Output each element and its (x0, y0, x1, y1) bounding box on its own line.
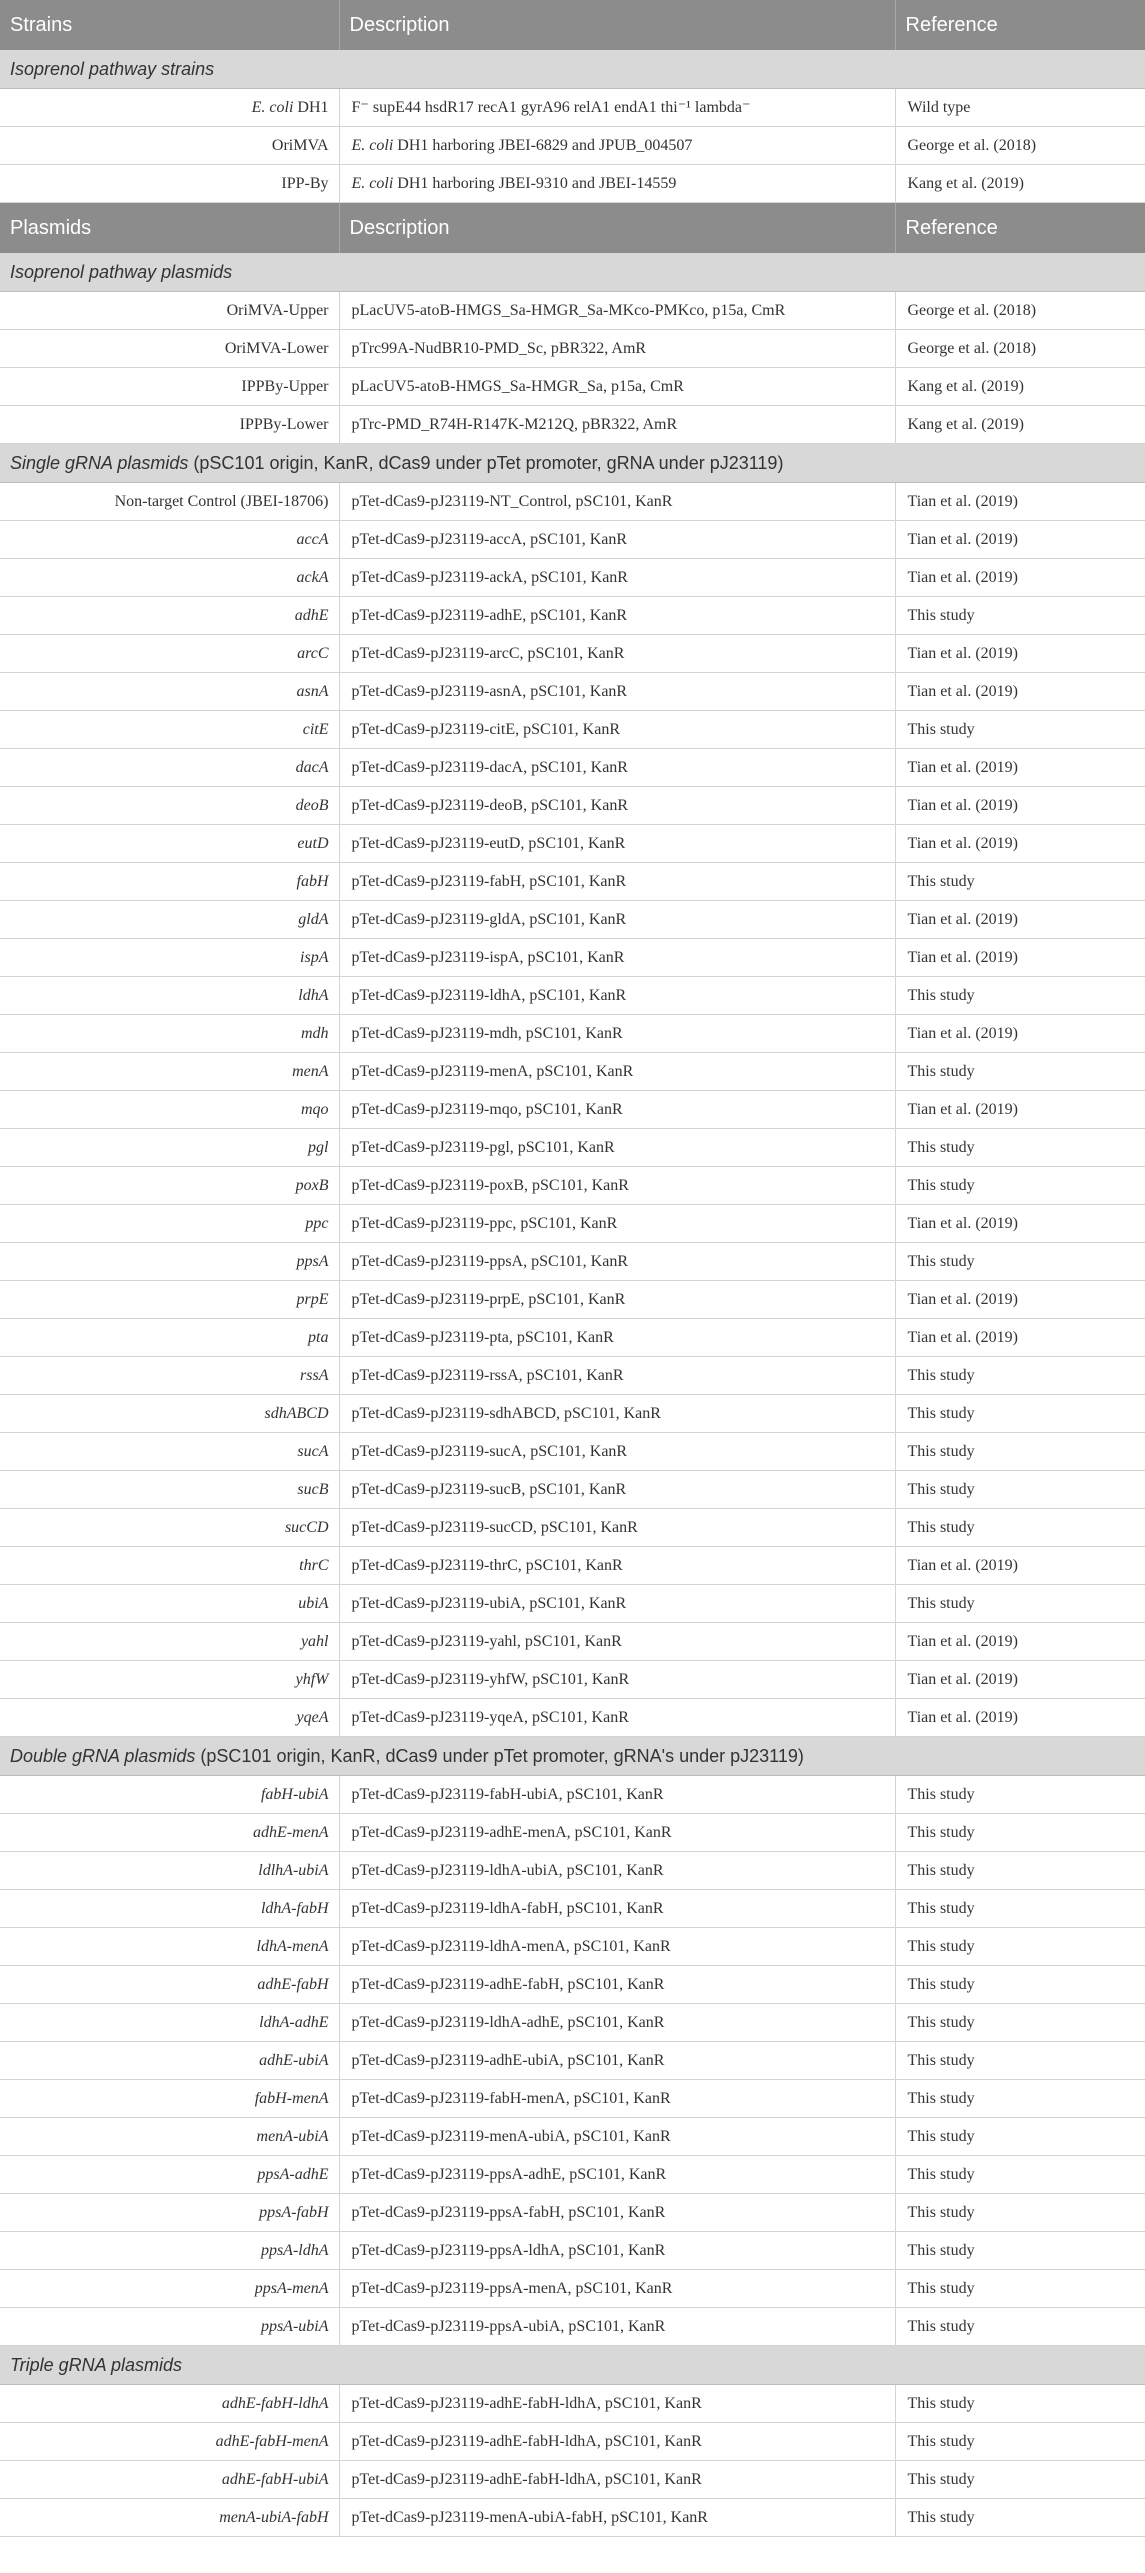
plasmid-description: pTet-dCas9-pJ23119-accA, pSC101, KanR (339, 521, 895, 559)
plasmid-description: pTet-dCas9-pJ23119-rssA, pSC101, KanR (339, 1357, 895, 1395)
table-row (0, 1167, 1145, 1205)
plasmid-name: adhE-fabH-ldhA (0, 2385, 339, 2423)
table-row (0, 559, 1145, 597)
header-reference: Reference (895, 0, 1145, 50)
plasmid-name: sucCD (0, 1509, 339, 1547)
table-row (0, 787, 1145, 825)
plasmid-description: pTet-dCas9-pJ23119-NT_Control, pSC101, KanR (339, 483, 895, 521)
table-row (0, 2042, 1145, 2080)
plasmid-reference: Tian et al. (2019) (895, 635, 1145, 673)
plasmid-name: deoB (0, 787, 339, 825)
header-plasmids: Plasmids (0, 203, 339, 254)
plasmid-reference: This study (895, 1852, 1145, 1890)
plasmid-reference: This study (895, 1167, 1145, 1205)
plasmid-name: fabH-menA (0, 2080, 339, 2118)
plasmid-name: ppc (0, 1205, 339, 1243)
plasmid-name: adhE-ubiA (0, 2042, 339, 2080)
table-row (0, 1890, 1145, 1928)
plasmid-description: pTet-dCas9-pJ23119-pgl, pSC101, KanR (339, 1129, 895, 1167)
plasmid-name: adhE-fabH-menA (0, 2423, 339, 2461)
plasmid-description: pLacUV5-atoB-HMGS_Sa-HMGR_Sa, p15a, CmR (339, 368, 895, 406)
plasmid-reference: This study (895, 2385, 1145, 2423)
plasmid-name: ispA (0, 939, 339, 977)
table-row (0, 1053, 1145, 1091)
plasmid-reference: This study (895, 2423, 1145, 2461)
plasmid-reference: This study (895, 1509, 1145, 1547)
plasmid-description: pTet-dCas9-pJ23119-menA, pSC101, KanR (339, 1053, 895, 1091)
plasmid-reference: This study (895, 2156, 1145, 2194)
plasmid-name: rssA (0, 1357, 339, 1395)
plasmid-description: pTet-dCas9-pJ23119-fabH, pSC101, KanR (339, 863, 895, 901)
table-row (0, 1471, 1145, 1509)
plasmid-name: citE (0, 711, 339, 749)
section-row (0, 444, 1145, 483)
plasmid-description: pTet-dCas9-pJ23119-yqeA, pSC101, KanR (339, 1699, 895, 1737)
plasmid-reference: This study (895, 1471, 1145, 1509)
plasmid-name: menA-ubiA-fabH (0, 2499, 339, 2537)
plasmid-name: OriMVA-Upper (0, 292, 339, 330)
section-single-grna: Single gRNA plasmids (pSC101 origin, KanR, dCas9 under pTet promoter, gRNA under pJ23119) (0, 444, 1145, 483)
plasmid-reference: This study (895, 1890, 1145, 1928)
table-row (0, 1623, 1145, 1661)
plasmid-reference: Tian et al. (2019) (895, 559, 1145, 597)
plasmid-reference: Kang et al. (2019) (895, 406, 1145, 444)
plasmid-name: ppsA-menA (0, 2270, 339, 2308)
plasmid-description: pTet-dCas9-pJ23119-ldhA-ubiA, pSC101, KanR (339, 1852, 895, 1890)
section-isoprenol-strains: Isoprenol pathway strains (0, 50, 1145, 89)
plasmid-reference: Tian et al. (2019) (895, 1281, 1145, 1319)
table-row (0, 89, 1145, 127)
plasmid-name: fabH-ubiA (0, 1776, 339, 1814)
plasmid-description: pTet-dCas9-pJ23119-dacA, pSC101, KanR (339, 749, 895, 787)
table-row (0, 1281, 1145, 1319)
plasmid-reference: This study (895, 1053, 1145, 1091)
plasmid-description: pTet-dCas9-pJ23119-sdhABCD, pSC101, KanR (339, 1395, 895, 1433)
plasmid-description: pLacUV5-atoB-HMGS_Sa-HMGR_Sa-MKco-PMKco, p15a, CmR (339, 292, 895, 330)
table-row (0, 2423, 1145, 2461)
plasmid-name: poxB (0, 1167, 339, 1205)
plasmid-name: dacA (0, 749, 339, 787)
plasmid-description: pTrc99A-NudBR10-PMD_Sc, pBR322, AmR (339, 330, 895, 368)
plasmid-name: sucA (0, 1433, 339, 1471)
table-row (0, 1966, 1145, 2004)
plasmid-reference: Kang et al. (2019) (895, 368, 1145, 406)
strain-name: OriMVA (0, 127, 339, 165)
table-row (0, 1395, 1145, 1433)
plasmid-description: pTet-dCas9-pJ23119-ppsA-menA, pSC101, KanR (339, 2270, 895, 2308)
plasmid-reference: This study (895, 2042, 1145, 2080)
table-row (0, 165, 1145, 203)
plasmid-description: pTet-dCas9-pJ23119-mqo, pSC101, KanR (339, 1091, 895, 1129)
plasmid-description: pTet-dCas9-pJ23119-thrC, pSC101, KanR (339, 1547, 895, 1585)
plasmid-reference: Tian et al. (2019) (895, 939, 1145, 977)
plasmid-name: sucB (0, 1471, 339, 1509)
table-row (0, 1585, 1145, 1623)
plasmid-name: Non-target Control (JBEI-18706) (0, 483, 339, 521)
table-row (0, 2080, 1145, 2118)
plasmid-description: pTet-dCas9-pJ23119-ispA, pSC101, KanR (339, 939, 895, 977)
table-row (0, 127, 1145, 165)
table-row (0, 2156, 1145, 2194)
section-triple-grna: Triple gRNA plasmids (0, 2346, 1145, 2385)
plasmid-name: menA-ubiA (0, 2118, 339, 2156)
plasmid-reference: Tian et al. (2019) (895, 1623, 1145, 1661)
plasmid-reference: This study (895, 1395, 1145, 1433)
plasmid-description: pTet-dCas9-pJ23119-asnA, pSC101, KanR (339, 673, 895, 711)
plasmid-reference: Tian et al. (2019) (895, 1091, 1145, 1129)
plasmid-name: mqo (0, 1091, 339, 1129)
plasmid-name: prpE (0, 1281, 339, 1319)
plasmid-reference: This study (895, 977, 1145, 1015)
table-row (0, 1852, 1145, 1890)
plasmid-description: pTet-dCas9-pJ23119-menA-ubiA, pSC101, KanR (339, 2118, 895, 2156)
plasmid-name: ackA (0, 559, 339, 597)
plasmid-description: pTet-dCas9-pJ23119-ubiA, pSC101, KanR (339, 1585, 895, 1623)
plasmid-reference: Tian et al. (2019) (895, 673, 1145, 711)
plasmid-name: gldA (0, 901, 339, 939)
plasmid-reference: Tian et al. (2019) (895, 901, 1145, 939)
table-row (0, 1699, 1145, 1737)
table-row (0, 1928, 1145, 1966)
plasmid-name: ppsA-adhE (0, 2156, 339, 2194)
table-row (0, 330, 1145, 368)
plasmid-description: pTet-dCas9-pJ23119-deoB, pSC101, KanR (339, 787, 895, 825)
strain-description: E. coli DH1 harboring JBEI-6829 and JPUB_004507 (339, 127, 895, 165)
plasmid-reference: This study (895, 2004, 1145, 2042)
plasmid-description: pTet-dCas9-pJ23119-citE, pSC101, KanR (339, 711, 895, 749)
plasmid-name: adhE-menA (0, 1814, 339, 1852)
plasmid-description: pTet-dCas9-pJ23119-mdh, pSC101, KanR (339, 1015, 895, 1053)
strains-header-row (0, 0, 1145, 50)
plasmid-name: ppsA-ubiA (0, 2308, 339, 2346)
plasmid-description: pTet-dCas9-pJ23119-ldhA-menA, pSC101, KanR (339, 1928, 895, 1966)
plasmid-name: yahl (0, 1623, 339, 1661)
plasmid-description: pTet-dCas9-pJ23119-adhE-fabH-ldhA, pSC101, KanR (339, 2423, 895, 2461)
plasmid-reference: Tian et al. (2019) (895, 749, 1145, 787)
plasmid-reference: This study (895, 2499, 1145, 2537)
table-row (0, 1357, 1145, 1395)
plasmid-reference: Tian et al. (2019) (895, 1319, 1145, 1357)
plasmid-description: pTet-dCas9-pJ23119-ldhA, pSC101, KanR (339, 977, 895, 1015)
table-row (0, 2194, 1145, 2232)
plasmid-reference: Tian et al. (2019) (895, 1547, 1145, 1585)
header-description: Description (339, 0, 895, 50)
plasmid-description: pTet-dCas9-pJ23119-fabH-ubiA, pSC101, KanR (339, 1776, 895, 1814)
table-row (0, 2270, 1145, 2308)
plasmid-description: pTet-dCas9-pJ23119-gldA, pSC101, KanR (339, 901, 895, 939)
plasmid-reference: Tian et al. (2019) (895, 1699, 1145, 1737)
plasmid-description: pTet-dCas9-pJ23119-pta, pSC101, KanR (339, 1319, 895, 1357)
plasmid-name: yhfW (0, 1661, 339, 1699)
plasmid-description: pTet-dCas9-pJ23119-ppsA-fabH, pSC101, KanR (339, 2194, 895, 2232)
plasmid-description: pTet-dCas9-pJ23119-eutD, pSC101, KanR (339, 825, 895, 863)
table-row (0, 597, 1145, 635)
plasmid-description: pTet-dCas9-pJ23119-adhE-fabH, pSC101, KanR (339, 1966, 895, 2004)
plasmid-reference: George et al. (2018) (895, 292, 1145, 330)
plasmid-reference: This study (895, 597, 1145, 635)
table-row (0, 1205, 1145, 1243)
strain-reference: Wild type (895, 89, 1145, 127)
plasmid-description: pTet-dCas9-pJ23119-ldhA-adhE, pSC101, KanR (339, 2004, 895, 2042)
table-row (0, 2118, 1145, 2156)
table-row (0, 635, 1145, 673)
plasmid-reference: This study (895, 1357, 1145, 1395)
section-double-grna: Double gRNA plasmids (pSC101 origin, KanR, dCas9 under pTet promoter, gRNA's under pJ23119) (0, 1737, 1145, 1776)
plasmid-name: fabH (0, 863, 339, 901)
table-row (0, 1433, 1145, 1471)
plasmid-reference: This study (895, 2118, 1145, 2156)
plasmid-reference: This study (895, 2194, 1145, 2232)
plasmid-reference: This study (895, 1433, 1145, 1471)
plasmid-reference: This study (895, 1928, 1145, 1966)
plasmid-reference: Tian et al. (2019) (895, 1205, 1145, 1243)
table-row (0, 1776, 1145, 1814)
plasmid-description: pTet-dCas9-pJ23119-ldhA-fabH, pSC101, KanR (339, 1890, 895, 1928)
plasmid-name: ldhA-fabH (0, 1890, 339, 1928)
plasmid-name: ppsA (0, 1243, 339, 1281)
plasmid-name: adhE-fabH-ubiA (0, 2461, 339, 2499)
plasmid-reference: Tian et al. (2019) (895, 787, 1145, 825)
plasmid-reference: This study (895, 2308, 1145, 2346)
plasmid-description: pTet-dCas9-pJ23119-ackA, pSC101, KanR (339, 559, 895, 597)
plasmid-name: yqeA (0, 1699, 339, 1737)
section-row (0, 1737, 1145, 1776)
plasmid-reference: Tian et al. (2019) (895, 521, 1145, 559)
plasmid-reference: George et al. (2018) (895, 330, 1145, 368)
table-row (0, 1129, 1145, 1167)
plasmid-name: ldhA (0, 977, 339, 1015)
plasmid-name: IPPBy-Lower (0, 406, 339, 444)
plasmid-reference: This study (895, 1129, 1145, 1167)
plasmid-description: pTet-dCas9-pJ23119-fabH-menA, pSC101, KanR (339, 2080, 895, 2118)
plasmid-description: pTet-dCas9-pJ23119-menA-ubiA-fabH, pSC101, KanR (339, 2499, 895, 2537)
plasmid-description: pTet-dCas9-pJ23119-arcC, pSC101, KanR (339, 635, 895, 673)
table-row (0, 901, 1145, 939)
table-row (0, 368, 1145, 406)
table-row (0, 1243, 1145, 1281)
table-row (0, 2461, 1145, 2499)
plasmid-name: pta (0, 1319, 339, 1357)
table-row (0, 1509, 1145, 1547)
plasmids-header-row (0, 203, 1145, 254)
table-row (0, 1319, 1145, 1357)
strain-description: E. coli DH1 harboring JBEI-9310 and JBEI-14559 (339, 165, 895, 203)
plasmid-reference: This study (895, 2270, 1145, 2308)
plasmid-name: OriMVA-Lower (0, 330, 339, 368)
plasmid-description: pTet-dCas9-pJ23119-adhE, pSC101, KanR (339, 597, 895, 635)
plasmid-name: IPPBy-Upper (0, 368, 339, 406)
table-row (0, 2385, 1145, 2423)
plasmid-name: ubiA (0, 1585, 339, 1623)
plasmid-reference: This study (895, 863, 1145, 901)
section-isoprenol-plasmids: Isoprenol pathway plasmids (0, 253, 1145, 292)
table-row (0, 1547, 1145, 1585)
plasmid-reference: Tian et al. (2019) (895, 1661, 1145, 1699)
section-row (0, 50, 1145, 89)
plasmid-name: arcC (0, 635, 339, 673)
plasmid-description: pTet-dCas9-pJ23119-yahl, pSC101, KanR (339, 1623, 895, 1661)
table-row (0, 2499, 1145, 2537)
plasmid-reference: This study (895, 1585, 1145, 1623)
table-row (0, 2004, 1145, 2042)
plasmid-description: pTet-dCas9-pJ23119-adhE-fabH-ldhA, pSC101, KanR (339, 2461, 895, 2499)
plasmid-description: pTet-dCas9-pJ23119-sucA, pSC101, KanR (339, 1433, 895, 1471)
plasmid-name: thrC (0, 1547, 339, 1585)
plasmid-description: pTet-dCas9-pJ23119-adhE-menA, pSC101, KanR (339, 1814, 895, 1852)
plasmid-description: pTrc-PMD_R74H-R147K-M212Q, pBR322, AmR (339, 406, 895, 444)
table-row (0, 2232, 1145, 2270)
section-row (0, 253, 1145, 292)
section-row (0, 2346, 1145, 2385)
plasmid-reference: Tian et al. (2019) (895, 1015, 1145, 1053)
plasmid-description: pTet-dCas9-pJ23119-adhE-fabH-ldhA, pSC101, KanR (339, 2385, 895, 2423)
plasmid-name: ldlhA-ubiA (0, 1852, 339, 1890)
plasmid-description: pTet-dCas9-pJ23119-poxB, pSC101, KanR (339, 1167, 895, 1205)
table-row (0, 1015, 1145, 1053)
plasmid-reference: This study (895, 2080, 1145, 2118)
table-row (0, 977, 1145, 1015)
plasmid-name: mdh (0, 1015, 339, 1053)
plasmid-name: ppsA-ldhA (0, 2232, 339, 2270)
table-row (0, 406, 1145, 444)
plasmid-reference: This study (895, 1814, 1145, 1852)
plasmid-description: pTet-dCas9-pJ23119-ppsA-ubiA, pSC101, KanR (339, 2308, 895, 2346)
table-row (0, 825, 1145, 863)
plasmid-description: pTet-dCas9-pJ23119-ppsA-ldhA, pSC101, KanR (339, 2232, 895, 2270)
table-row (0, 2308, 1145, 2346)
plasmid-reference: This study (895, 2232, 1145, 2270)
plasmid-reference: Tian et al. (2019) (895, 825, 1145, 863)
plasmid-name: sdhABCD (0, 1395, 339, 1433)
plasmid-name: menA (0, 1053, 339, 1091)
table-row (0, 711, 1145, 749)
plasmid-reference: Tian et al. (2019) (895, 483, 1145, 521)
strain-description: F⁻ supE44 hsdR17 recA1 gyrA96 relA1 endA1 thi⁻¹ lambda⁻ (339, 89, 895, 127)
table-row (0, 863, 1145, 901)
plasmid-name: ldhA-adhE (0, 2004, 339, 2042)
plasmid-reference: This study (895, 711, 1145, 749)
strain-name: IPP-By (0, 165, 339, 203)
header-reference: Reference (895, 203, 1145, 254)
plasmid-description: pTet-dCas9-pJ23119-sucCD, pSC101, KanR (339, 1509, 895, 1547)
plasmid-reference: This study (895, 1243, 1145, 1281)
table-row (0, 939, 1145, 977)
plasmid-description: pTet-dCas9-pJ23119-ppsA-adhE, pSC101, KanR (339, 2156, 895, 2194)
plasmid-reference: This study (895, 1966, 1145, 2004)
table-row (0, 483, 1145, 521)
plasmid-name: adhE (0, 597, 339, 635)
plasmid-name: ldhA-menA (0, 1928, 339, 1966)
plasmid-description: pTet-dCas9-pJ23119-ppsA, pSC101, KanR (339, 1243, 895, 1281)
table-row (0, 521, 1145, 559)
table-row (0, 1814, 1145, 1852)
plasmid-name: adhE-fabH (0, 1966, 339, 2004)
header-description: Description (339, 203, 895, 254)
header-strains: Strains (0, 0, 339, 50)
plasmid-description: pTet-dCas9-pJ23119-yhfW, pSC101, KanR (339, 1661, 895, 1699)
plasmid-description: pTet-dCas9-pJ23119-prpE, pSC101, KanR (339, 1281, 895, 1319)
table-row (0, 749, 1145, 787)
table-row (0, 1091, 1145, 1129)
table-row (0, 1661, 1145, 1699)
plasmid-name: pgl (0, 1129, 339, 1167)
plasmid-reference: This study (895, 2461, 1145, 2499)
plasmid-description: pTet-dCas9-pJ23119-adhE-ubiA, pSC101, KanR (339, 2042, 895, 2080)
plasmid-name: asnA (0, 673, 339, 711)
plasmid-name: eutD (0, 825, 339, 863)
table-row (0, 292, 1145, 330)
table-row (0, 673, 1145, 711)
plasmid-description: pTet-dCas9-pJ23119-ppc, pSC101, KanR (339, 1205, 895, 1243)
strain-reference: Kang et al. (2019) (895, 165, 1145, 203)
plasmid-name: accA (0, 521, 339, 559)
plasmid-description: pTet-dCas9-pJ23119-sucB, pSC101, KanR (339, 1471, 895, 1509)
strain-reference: George et al. (2018) (895, 127, 1145, 165)
plasmid-name: ppsA-fabH (0, 2194, 339, 2232)
strain-name: E. coli DH1 (0, 89, 339, 127)
plasmid-reference: This study (895, 1776, 1145, 1814)
